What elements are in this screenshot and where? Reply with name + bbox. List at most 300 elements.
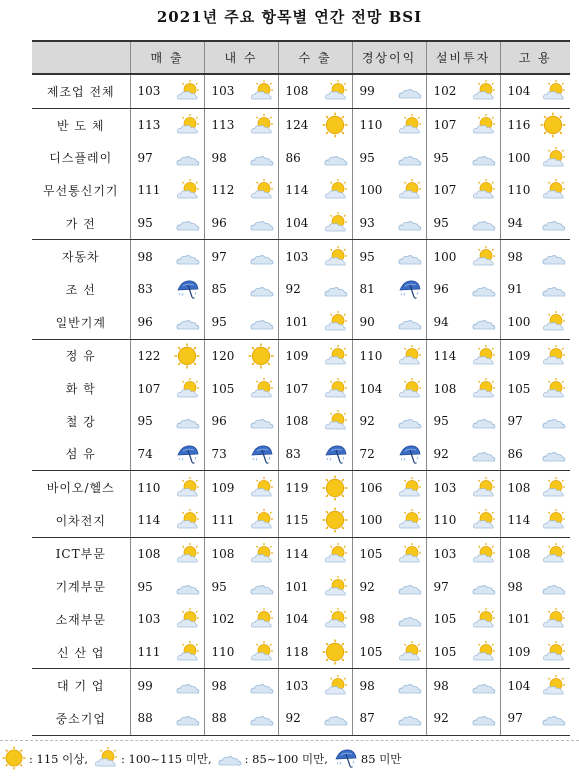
table-row — [32, 471, 570, 504]
umbrella-icon — [398, 277, 422, 301]
sun-cloud-icon — [324, 310, 348, 334]
bsi-value: 92 — [433, 446, 449, 461]
bsi-cell — [500, 438, 570, 471]
bsi-value: 99 — [137, 678, 153, 693]
bsi-cell — [426, 537, 500, 570]
bsi-cell — [352, 141, 426, 174]
sun-cloud-icon — [542, 377, 566, 401]
bsi-cell — [352, 108, 426, 141]
bsi-cell — [352, 339, 426, 372]
bsi-cell — [352, 504, 426, 537]
bsi-value: 105 — [359, 645, 383, 660]
bsi-cell — [500, 306, 570, 339]
cloud-icon — [472, 575, 496, 599]
bsi-cell — [130, 240, 204, 273]
bsi-value: 109 — [507, 645, 531, 660]
bsi-cell — [352, 537, 426, 570]
bsi-value: 91 — [507, 282, 523, 297]
bsi-value: 92 — [433, 711, 449, 726]
umbrella-icon — [176, 442, 200, 466]
sun-cloud-icon — [472, 79, 496, 103]
sun-cloud-icon — [324, 79, 348, 103]
bsi-cell — [500, 570, 570, 603]
cloud-icon — [250, 245, 274, 269]
cloud-icon — [472, 409, 496, 433]
bsi-cell — [130, 669, 204, 702]
sun-cloud-icon — [176, 508, 200, 532]
bsi-value: 105 — [433, 612, 457, 627]
bsi-cell — [352, 405, 426, 438]
bsi-cell — [130, 438, 204, 471]
row-label: 제조업 전체 — [32, 74, 130, 108]
sun-cloud-icon — [472, 344, 496, 368]
bsi-cell — [426, 240, 500, 273]
cloud-icon — [398, 575, 422, 599]
bsi-value: 107 — [433, 183, 457, 198]
bsi-value: 119 — [285, 480, 309, 495]
bsi-cell — [278, 273, 352, 306]
bsi-value: 95 — [433, 414, 449, 429]
sun-cloud-icon — [250, 640, 274, 664]
bsi-cell — [352, 636, 426, 669]
row-label: 조 선 — [65, 282, 96, 297]
bsi-cell — [500, 74, 570, 108]
table-row — [32, 702, 570, 735]
bsi-cell — [278, 174, 352, 207]
bsi-value: 100 — [359, 513, 383, 528]
bsi-cell — [204, 603, 278, 636]
bsi-value: 112 — [211, 183, 235, 198]
bsi-value: 98 — [507, 579, 523, 594]
sun-cloud-icon — [472, 508, 496, 532]
bsi-value: 97 — [137, 150, 153, 165]
bsi-cell — [500, 636, 570, 669]
bsi-cell — [130, 504, 204, 537]
bsi-cell — [130, 74, 204, 108]
sun-cloud-icon — [324, 607, 348, 631]
cloud-icon — [398, 245, 422, 269]
bsi-value: 106 — [359, 480, 383, 495]
sun-cloud-icon — [176, 113, 200, 137]
bsi-cell — [500, 471, 570, 504]
sun-cloud-icon — [176, 79, 200, 103]
sun-cloud-icon — [324, 178, 348, 202]
cloud-icon — [218, 746, 245, 773]
sun-cloud-icon — [176, 607, 200, 631]
legend-item — [94, 746, 212, 773]
column-header: 매 출 — [130, 41, 204, 74]
bsi-value: 110 — [137, 480, 161, 495]
sun-cloud-icon — [324, 245, 348, 269]
row-label: 바이오/헬스 — [32, 471, 130, 504]
bsi-cell — [130, 702, 204, 735]
bsi-value: 108 — [137, 546, 161, 561]
cloud-icon — [542, 409, 566, 433]
cloud-icon — [542, 575, 566, 599]
bsi-cell — [352, 174, 426, 207]
bsi-cell — [130, 570, 204, 603]
bsi-value: 105 — [433, 645, 457, 660]
bsi-value: 114 — [137, 513, 161, 528]
table-row — [32, 174, 570, 207]
sun-icon — [322, 507, 348, 533]
cloud-icon — [324, 706, 348, 730]
cloud-icon — [250, 575, 274, 599]
bsi-cell — [426, 306, 500, 339]
bsi-value: 98 — [137, 249, 153, 264]
bsi-value: 83 — [137, 282, 153, 297]
bsi-cell — [352, 273, 426, 306]
bsi-value: 101 — [285, 579, 309, 594]
bsi-cell — [278, 74, 352, 108]
sun-cloud-icon — [176, 178, 200, 202]
bsi-cell — [130, 603, 204, 636]
bsi-table — [32, 40, 570, 736]
sun-cloud-icon — [472, 377, 496, 401]
bsi-cell — [278, 141, 352, 174]
bsi-cell — [278, 636, 352, 669]
bsi-cell — [130, 537, 204, 570]
bsi-cell — [352, 570, 426, 603]
bsi-cell — [204, 339, 278, 372]
bsi-cell — [204, 141, 278, 174]
sun-cloud-icon — [472, 476, 496, 500]
table-row — [32, 537, 570, 570]
table-row — [32, 108, 570, 141]
bsi-value: 103 — [433, 480, 457, 495]
cloud-icon — [472, 706, 496, 730]
bsi-value: 74 — [137, 446, 153, 461]
bsi-value: 86 — [285, 150, 301, 165]
sun-cloud-icon — [250, 508, 274, 532]
bsi-value: 100 — [507, 315, 531, 330]
bsi-cell — [204, 636, 278, 669]
bsi-value: 94 — [507, 216, 523, 231]
bsi-value: 96 — [211, 414, 227, 429]
bsi-cell — [130, 339, 204, 372]
bsi-value: 97 — [211, 249, 227, 264]
bsi-cell — [130, 273, 204, 306]
sun-icon — [174, 343, 200, 369]
cloud-icon — [398, 706, 422, 730]
row-label: 정 유 — [32, 339, 130, 372]
cloud-icon — [250, 310, 274, 334]
sun-cloud-icon — [324, 211, 348, 235]
row-label: ICT부문 — [32, 537, 130, 570]
bsi-cell — [426, 273, 500, 306]
bsi-value: 94 — [433, 315, 449, 330]
bsi-cell — [204, 504, 278, 537]
sun-icon — [322, 639, 348, 665]
bsi-value: 102 — [211, 612, 235, 627]
bsi-value: 83 — [285, 446, 301, 461]
bsi-cell — [426, 174, 500, 207]
table-row — [32, 603, 570, 636]
cloud-icon — [472, 674, 496, 698]
cloud-icon — [398, 674, 422, 698]
bsi-cell — [500, 504, 570, 537]
cloud-icon — [398, 310, 422, 334]
cloud-icon — [542, 706, 566, 730]
sun-icon — [322, 475, 348, 501]
row-label: 중소기업 — [32, 702, 130, 735]
sun-cloud-icon — [250, 607, 274, 631]
bsi-value: 108 — [285, 84, 309, 99]
bsi-cell — [352, 669, 426, 702]
bsi-cell — [426, 74, 500, 108]
bsi-value: 95 — [359, 150, 375, 165]
bsi-value: 98 — [507, 249, 523, 264]
bsi-value: 104 — [507, 84, 531, 99]
bsi-value: 110 — [433, 513, 457, 528]
bsi-cell — [278, 570, 352, 603]
bsi-value: 86 — [507, 446, 523, 461]
cloud-icon — [176, 706, 200, 730]
table-row — [32, 504, 570, 537]
sun-cloud-icon — [542, 508, 566, 532]
bsi-cell — [426, 405, 500, 438]
bsi-value: 114 — [433, 348, 457, 363]
cloud-icon — [398, 409, 422, 433]
bsi-cell — [204, 207, 278, 240]
bsi-cell — [352, 438, 426, 471]
bsi-value: 96 — [211, 216, 227, 231]
bsi-cell — [130, 405, 204, 438]
sun-cloud-icon — [542, 178, 566, 202]
row-label: 일반기계 — [32, 306, 130, 339]
sun-cloud-icon — [472, 113, 496, 137]
bsi-cell — [352, 207, 426, 240]
cloud-icon — [250, 409, 274, 433]
bsi-value: 107 — [285, 381, 309, 396]
bsi-cell — [500, 669, 570, 702]
bsi-value: 108 — [211, 546, 235, 561]
sun-cloud-icon — [176, 377, 200, 401]
bsi-cell — [426, 339, 500, 372]
bsi-cell — [204, 669, 278, 702]
bsi-cell — [426, 108, 500, 141]
bsi-cell — [352, 306, 426, 339]
bsi-value: 97 — [507, 414, 523, 429]
bsi-value: 114 — [285, 183, 309, 198]
sun-cloud-icon — [250, 377, 274, 401]
bsi-cell — [426, 636, 500, 669]
bsi-cell — [500, 405, 570, 438]
table-row — [32, 438, 570, 471]
cloud-icon — [250, 277, 274, 301]
cloud-icon — [398, 146, 422, 170]
bsi-cell — [204, 273, 278, 306]
bsi-cell — [204, 174, 278, 207]
cloud-icon — [472, 277, 496, 301]
bsi-value: 118 — [285, 645, 309, 660]
cloud-icon — [176, 146, 200, 170]
bsi-cell — [426, 702, 500, 735]
row-label: 대 기 업 — [32, 669, 130, 702]
bsi-value: 103 — [137, 612, 161, 627]
cloud-icon — [176, 409, 200, 433]
bsi-value: 124 — [285, 118, 309, 133]
table-row — [32, 306, 570, 339]
sun-cloud-icon — [250, 113, 274, 137]
bsi-cell — [500, 207, 570, 240]
legend-text: : 85~100 미만, — [244, 752, 328, 766]
bsi-cell — [130, 372, 204, 405]
sun-cloud-icon — [324, 674, 348, 698]
bsi-value: 113 — [211, 118, 235, 133]
bsi-cell — [500, 108, 570, 141]
bsi-cell — [352, 471, 426, 504]
umbrella-icon — [250, 442, 274, 466]
sun-cloud-icon — [398, 113, 422, 137]
cloud-icon — [176, 211, 200, 235]
bsi-value: 103 — [285, 678, 309, 693]
bsi-value: 92 — [285, 711, 301, 726]
bsi-value: 108 — [507, 546, 531, 561]
sun-cloud-icon — [472, 178, 496, 202]
bsi-cell — [278, 537, 352, 570]
sun-cloud-icon — [472, 640, 496, 664]
cloud-icon — [176, 310, 200, 334]
sun-cloud-icon — [398, 377, 422, 401]
page-title: 2021년 주요 항목별 연간 전망 BSI — [156, 8, 423, 26]
bsi-value: 73 — [211, 446, 227, 461]
cloud-icon — [542, 245, 566, 269]
sun-cloud-icon — [472, 607, 496, 631]
sun-cloud-icon — [542, 640, 566, 664]
row-label: 철 강 — [65, 414, 96, 429]
column-header: 고 용 — [500, 41, 570, 74]
bsi-cell — [204, 438, 278, 471]
table-row — [32, 207, 570, 240]
sun-cloud-icon — [398, 476, 422, 500]
legend-text: 85 미만 — [360, 752, 402, 766]
bsi-cell — [278, 471, 352, 504]
bsi-cell — [500, 339, 570, 372]
bsi-value: 81 — [359, 282, 375, 297]
umbrella-icon — [176, 277, 200, 301]
bsi-cell — [426, 504, 500, 537]
bsi-value: 110 — [211, 645, 235, 660]
bsi-value: 88 — [211, 711, 227, 726]
bsi-value: 95 — [433, 216, 449, 231]
row-label: 가 전 — [32, 207, 130, 240]
bsi-value: 120 — [211, 348, 235, 363]
sun-icon — [322, 112, 348, 138]
cloud-icon — [324, 146, 348, 170]
bsi-cell — [426, 438, 500, 471]
bsi-cell — [278, 504, 352, 537]
bsi-cell — [426, 669, 500, 702]
row-label: 소재부문 — [55, 612, 106, 627]
bsi-value: 87 — [359, 711, 375, 726]
bsi-value: 108 — [507, 480, 531, 495]
table-row — [32, 636, 570, 669]
sun-cloud-icon — [542, 344, 566, 368]
bsi-cell — [500, 273, 570, 306]
table-row — [32, 405, 570, 438]
sun-cloud-icon — [542, 146, 566, 170]
bsi-cell — [500, 372, 570, 405]
bsi-cell — [130, 636, 204, 669]
bsi-cell — [130, 207, 204, 240]
cloud-icon — [250, 211, 274, 235]
bsi-cell — [352, 74, 426, 108]
cloud-icon — [398, 211, 422, 235]
bsi-value: 85 — [211, 282, 227, 297]
table-row — [32, 240, 570, 273]
sun-icon — [2, 746, 29, 773]
bsi-value: 110 — [359, 348, 383, 363]
legend — [2, 744, 577, 774]
table-row — [32, 339, 570, 372]
sun-cloud-icon — [176, 640, 200, 664]
cloud-icon — [398, 79, 422, 103]
bsi-cell — [204, 372, 278, 405]
bsi-value: 111 — [211, 513, 235, 528]
bsi-cell — [204, 306, 278, 339]
row-label: 이차전지 — [32, 504, 130, 537]
cloud-icon — [542, 277, 566, 301]
bsi-cell — [278, 306, 352, 339]
bsi-value: 97 — [433, 579, 449, 594]
bsi-value: 104 — [285, 216, 309, 231]
bsi-cell — [278, 603, 352, 636]
bsi-value: 102 — [433, 84, 457, 99]
bsi-cell — [278, 339, 352, 372]
bsi-value: 103 — [285, 249, 309, 264]
table-row — [32, 372, 570, 405]
bsi-cell — [204, 702, 278, 735]
sun-cloud-icon — [472, 245, 496, 269]
bsi-cell — [204, 471, 278, 504]
sun-cloud-icon — [176, 542, 200, 566]
bsi-cell — [278, 207, 352, 240]
bsi-cell — [204, 240, 278, 273]
bsi-value: 111 — [137, 645, 161, 660]
bsi-value: 95 — [211, 579, 227, 594]
sun-cloud-icon — [250, 178, 274, 202]
bsi-value: 113 — [137, 118, 161, 133]
bsi-value: 95 — [137, 414, 153, 429]
bsi-value: 103 — [211, 84, 235, 99]
sun-cloud-icon — [542, 674, 566, 698]
bsi-value: 110 — [359, 118, 383, 133]
sun-icon — [540, 112, 566, 138]
cloud-icon — [472, 211, 496, 235]
sun-cloud-icon — [250, 542, 274, 566]
bsi-value: 100 — [359, 183, 383, 198]
bsi-value: 105 — [507, 381, 531, 396]
umbrella-icon — [324, 442, 348, 466]
table-row — [32, 74, 570, 108]
sun-cloud-icon — [324, 575, 348, 599]
bsi-value: 107 — [137, 381, 161, 396]
header-corner — [32, 41, 130, 74]
bsi-value: 115 — [285, 513, 309, 528]
cloud-icon — [542, 211, 566, 235]
bsi-value: 100 — [433, 249, 457, 264]
cloud-icon — [250, 706, 274, 730]
bsi-value: 98 — [359, 612, 375, 627]
sun-cloud-icon — [250, 79, 274, 103]
sun-cloud-icon — [398, 508, 422, 532]
legend-item — [218, 746, 328, 773]
bsi-value: 100 — [507, 150, 531, 165]
table-row — [32, 570, 570, 603]
bsi-value: 114 — [507, 513, 531, 528]
bsi-value: 95 — [211, 315, 227, 330]
